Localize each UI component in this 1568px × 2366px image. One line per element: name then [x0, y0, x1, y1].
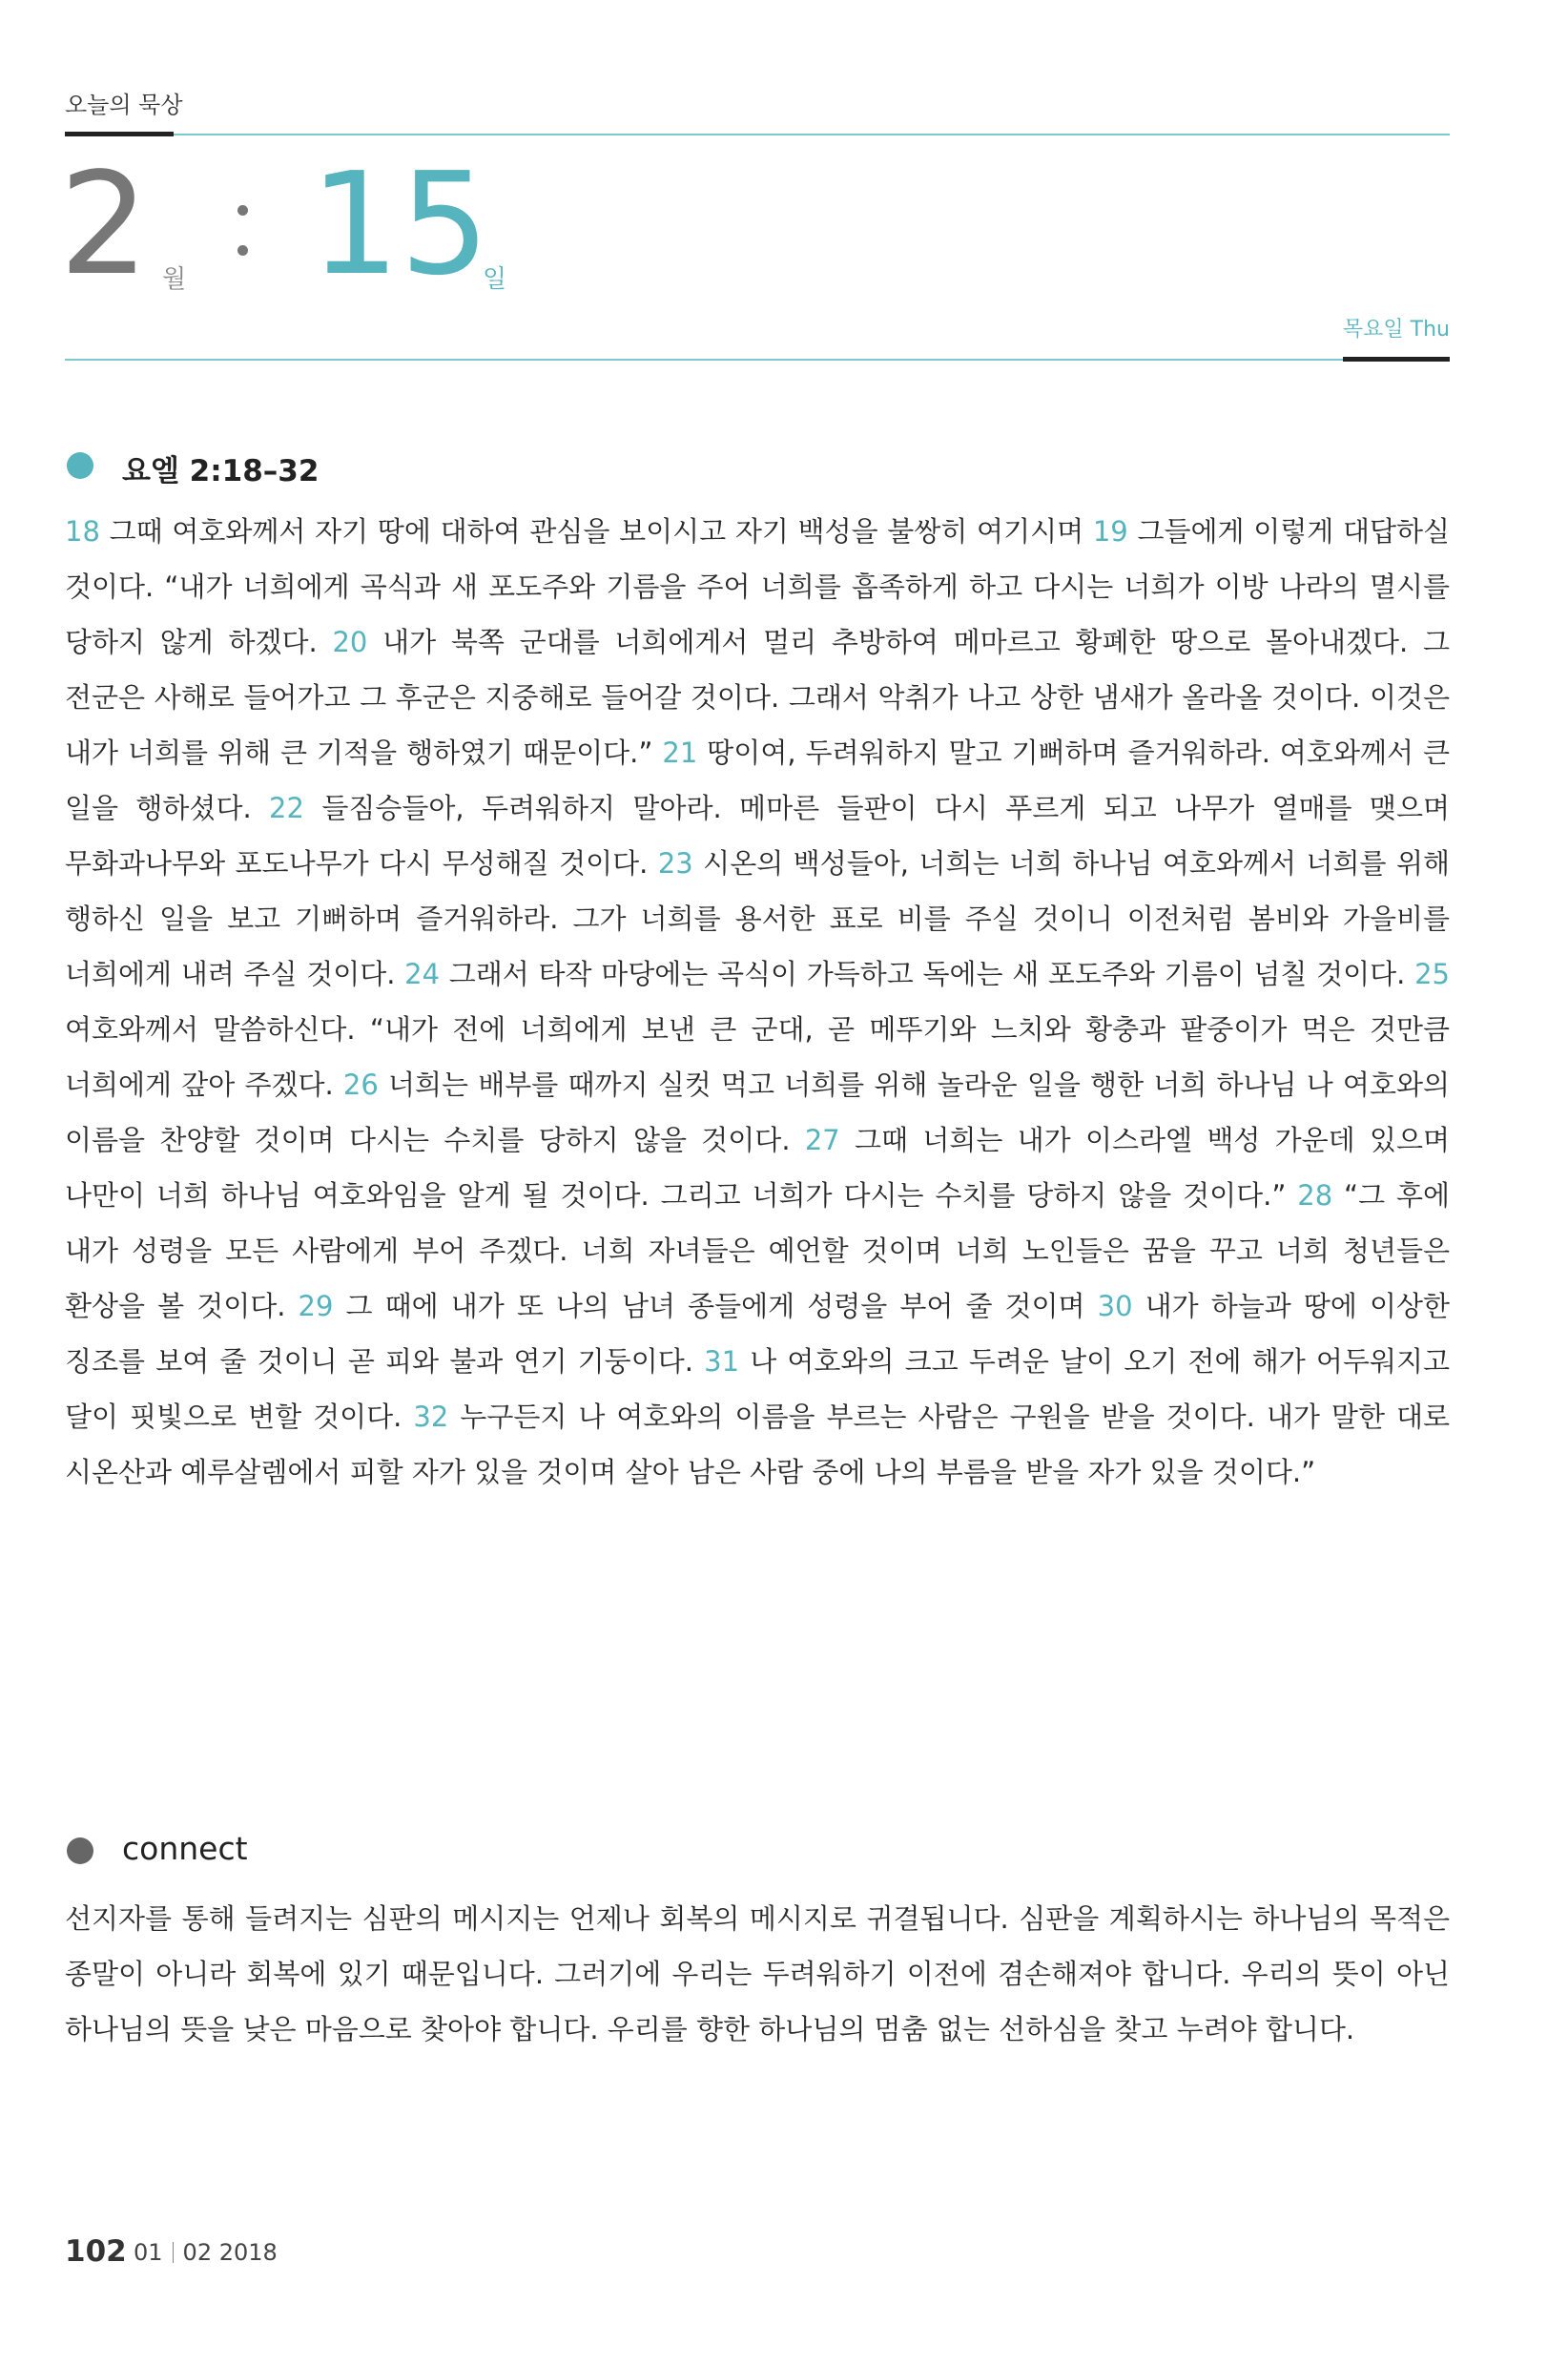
verse-number: 26 — [342, 1069, 379, 1101]
verse-text: 여호와께서 말씀하신다. “내가 전에 너희에게 보낸 큰 군대, 곧 메뚜기와 느치와 황충과 팥중이가 먹은 것만큼 너희에게 갚아 주겠다. — [65, 1013, 1450, 1101]
date-rule-accent — [1343, 357, 1450, 362]
verse-number: 28 — [1297, 1179, 1333, 1212]
connect-text: 선지자를 통해 들려지는 심판의 메시지는 언제나 회복의 메시지로 귀결됩니다. 심판을 계획하시는 하나님의 목적은 종말이 아니라 회복에 있기 때문입니다. 그러기에 우리는 두려워하기 이전에 겸손해져야 합니다. 우리의 뜻이 아닌 하나님의 뜻을 낮은 마음으로 찾아야 합니다. 우리를 향한 하나님의 멈춤 없는 선하심을 찾고 누려야 합니다. — [65, 1902, 1450, 2045]
section-label: 오늘의 묵상 — [65, 92, 183, 118]
day-number: 15 — [310, 142, 490, 306]
scripture-text — [65, 504, 1450, 1500]
verse-number: 18 — [65, 515, 100, 548]
connect-bullet-icon — [67, 1837, 93, 1864]
verse-number: 20 — [332, 626, 368, 658]
verse-text: 그때 너희는 내가 이스라엘 백성 가운데 있으며 나만이 너희 하나님 여호와임을 알게 될 것이다. 그리고 너희가 다시는 수치를 당하지 않을 것이다.” — [65, 1124, 1450, 1212]
verse-text: 그때 여호와께서 자기 땅에 대하여 관심을 보이시고 자기 백성을 불쌍히 여기시며 — [99, 515, 1093, 548]
verse-text: “그 후에 내가 성령을 모든 사람에게 부어 주겠다. 너희 자녀들은 예언할 것이며 너희 노인들은 꿈을 꾸고 너희 청년들은 환상을 볼 것이다. — [65, 1179, 1450, 1322]
verse-number: 31 — [704, 1345, 740, 1378]
scripture-bullet-icon — [67, 452, 93, 479]
verse-number: 19 — [1092, 515, 1128, 548]
issue-right: 02 2018 — [182, 2239, 278, 2266]
verse-number: 21 — [662, 737, 698, 769]
verse-text: 누구든지 나 여호와의 이름을 부르는 사람은 구원을 받을 것이다. 내가 말한 대로 시온산과 예루살렘에서 피할 자가 있을 것이며 살아 남은 사람 중에 나의 부름을 받을 자가 있을 것이다.” — [65, 1401, 1450, 1488]
verse-number: 29 — [298, 1290, 334, 1322]
issue-separator — [173, 2242, 174, 2263]
verse-text: 너희는 배부를 때까지 실컷 먹고 너희를 위해 놀라운 일을 행한 너희 하나님 나 여호와의 이름을 찬양할 것이며 다시는 수치를 당하지 않을 것이다. — [65, 1069, 1450, 1156]
day-unit: 일 — [483, 265, 507, 294]
verse-text: 나 여호와의 크고 두려운 날이 오기 전에 해가 어두워지고 달이 핏빛으로 변할 것이다. — [65, 1345, 1450, 1433]
date-rule — [65, 359, 1450, 361]
verse-number: 23 — [657, 847, 693, 880]
verse-text: 시온의 백성들아, 너희는 너희 하나님 여호와께서 너희를 위해 행하신 일을 보고 기뻐하며 즐거워하라. 그가 너희를 용서한 표로 비를 주실 것이니 이전처럼 봄비와 가을비를 너희에게 내려 주실 것이다. — [65, 847, 1450, 990]
weekday: 목요일 Thu — [1342, 318, 1450, 342]
verse-number: 24 — [404, 958, 441, 990]
page-number: 102 — [65, 2234, 127, 2269]
month-unit: 월 — [162, 265, 187, 294]
month-number: 2 — [59, 142, 150, 306]
verse-text: 그래서 타작 마당에는 곡식이 가득하고 독에는 새 포도주와 기름이 넘칠 것이다. — [440, 958, 1415, 990]
scripture-reference: 요엘 2:18–32 — [122, 454, 320, 488]
issue-left: 01 — [134, 2239, 163, 2266]
issue-info — [134, 2239, 278, 2266]
verse-text: 그들에게 이렇게 대답하실 것이다. “내가 너희에게 곡식과 새 포도주와 기름을 주어 너희를 흡족하게 하고 다시는 너희가 이방 나라의 멸시를 당하지 않게 하겠다. — [65, 515, 1450, 658]
verse-number: 30 — [1097, 1290, 1133, 1322]
verse-number: 25 — [1414, 958, 1450, 990]
verse-number: 27 — [804, 1124, 840, 1156]
verse-text: 땅이여, 두려워하지 말고 기뻐하며 즐거워하라. 여호와께서 큰 일을 행하셨다. — [65, 737, 1450, 824]
verse-text: 내가 북쪽 군대를 너희에게서 멀리 추방하여 메마르고 황폐한 땅으로 몰아내겠다. 그 전군은 사해로 들어가고 그 후군은 지중해로 들어갈 것이다. 그래서 악취가 나고 상한 냄새가 올라올 것이다. 이것은 내가 너희를 위해 큰 기적을 행하였기 때문이다.” — [65, 626, 1450, 769]
verse-text: 그 때에 내가 또 나의 남녀 종들에게 성령을 부어 줄 것이며 — [333, 1290, 1098, 1322]
verse-text: 내가 하늘과 땅에 이상한 징조를 보여 줄 것이니 곧 피와 불과 연기 기둥이다. — [65, 1290, 1450, 1378]
header-rule-accent — [65, 132, 174, 136]
verse-number: 32 — [413, 1401, 449, 1433]
date-colon — [234, 196, 253, 272]
connect-heading: connect — [122, 1830, 248, 1867]
verse-text: 들짐승들아, 두려워하지 말아라. 메마른 들판이 다시 푸르게 되고 나무가 열매를 맺으며 무화과나무와 포도나무가 다시 무성해질 것이다. — [65, 792, 1450, 880]
verse-number: 22 — [269, 792, 304, 824]
header-rule — [65, 134, 1450, 135]
